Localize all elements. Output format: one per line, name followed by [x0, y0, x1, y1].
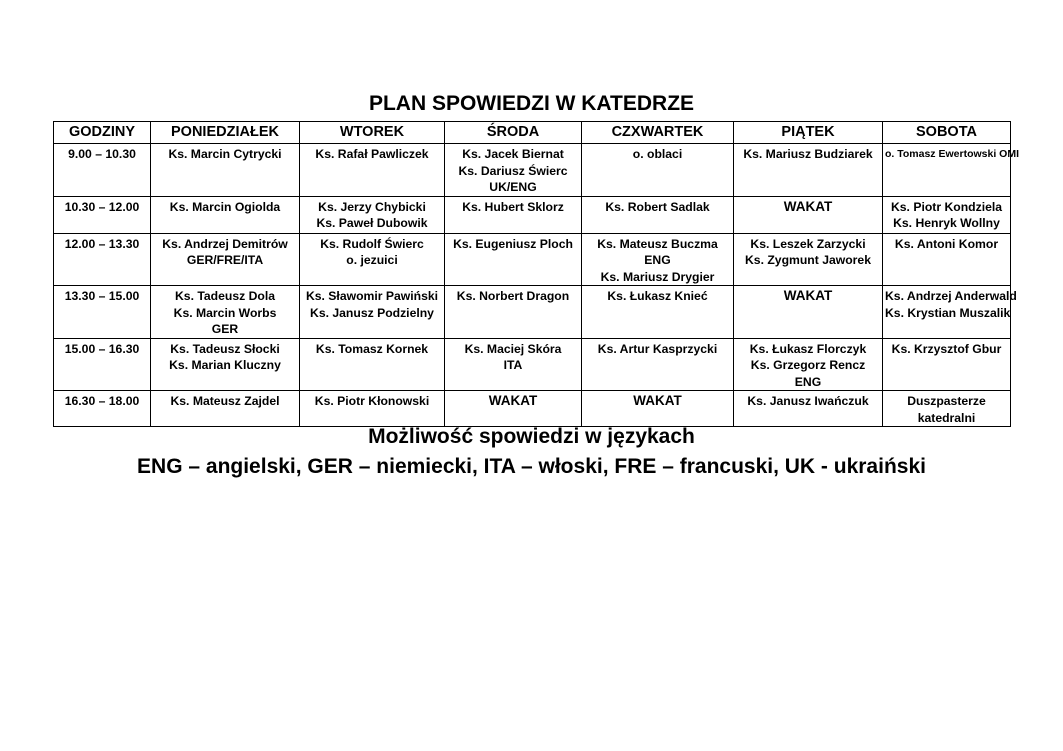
- cell-line: GER/FRE/ITA: [186, 253, 264, 267]
- cell-saturday: [883, 144, 1019, 197]
- cell-line: Ks. Mateusz Zajdel: [170, 394, 280, 408]
- cell-line: Ks. Łukasz Florczyk: [749, 341, 867, 356]
- page-title: PLAN SPOWIEDZI W KATEDRZE: [368, 92, 695, 115]
- cell-line: Ks. Andrzej Demitrów: [162, 236, 288, 251]
- cell-line: Ks. Jerzy Chybicki: [318, 199, 426, 214]
- cell-line: Ks. Tomasz Kornek: [315, 341, 429, 356]
- cell-friday: [734, 196, 883, 233]
- cell-line: Ks. Mateusz Buczma: [597, 236, 718, 251]
- cell-line: Ks. Piotr Kondziela: [890, 199, 1003, 214]
- cell-monday: [151, 286, 300, 339]
- cell-line: Ks. Krzysztof Gbur: [891, 341, 1002, 356]
- header-friday: PIĄTEK: [734, 122, 883, 144]
- schedule-body: [54, 144, 1019, 427]
- languages-heading: Możliwość spowiedzi w językach: [368, 425, 695, 448]
- table-row: [54, 286, 1011, 339]
- cell-line: GER: [211, 322, 239, 336]
- cell-monday: [151, 233, 300, 286]
- cell-monday: [151, 338, 300, 391]
- cell-line: Ks. Paweł Dubowik: [316, 216, 428, 230]
- cell-line: Ks. Rafał Pawliczek: [315, 147, 429, 161]
- cell-line: Ks. Hubert Sklorz: [462, 199, 564, 214]
- cell-line: Ks. Piotr Kłonowski: [314, 394, 430, 408]
- cell-thursday: [582, 233, 734, 286]
- cell-line: Ks. Andrzej Anderwald: [885, 289, 1017, 303]
- header-saturday: SOBOTA: [883, 122, 1011, 144]
- cell-thursday: [582, 391, 734, 427]
- cell-wednesday: [445, 233, 582, 286]
- cell-line: Ks. Marcin Cytrycki: [168, 147, 282, 161]
- cell-tuesday: [300, 338, 445, 391]
- cell-line: Ks. Henryk Wollny: [893, 216, 1000, 230]
- cell-line: Ks. Marcin Ogiolda: [169, 199, 281, 214]
- header-monday: PONIEDZIAŁEK: [151, 122, 300, 144]
- cell-line: Ks. Rudolf Świerc: [320, 236, 424, 251]
- table-row: [54, 233, 1011, 286]
- cell-line: o. oblaci: [632, 147, 683, 161]
- cell-line: o. jezuici: [346, 253, 398, 267]
- cell-line: Ks. Maciej Skóra: [464, 341, 562, 356]
- cell-thursday: [582, 338, 734, 391]
- time-slot: 13.30 – 15.00: [54, 286, 151, 339]
- table-row: [54, 144, 1011, 197]
- cell-line: Ks. Krystian Muszalik: [885, 305, 1011, 320]
- time-slot: 15.00 – 16.30: [54, 338, 151, 391]
- cell-tuesday: [300, 391, 445, 427]
- header-tuesday: WTOREK: [300, 122, 445, 144]
- time-slot: 12.00 – 13.30: [54, 233, 151, 286]
- table-row: [54, 338, 1011, 391]
- cell-line: UK/ENG: [489, 180, 537, 194]
- cell-saturday: [883, 391, 1011, 427]
- cell-friday: [734, 391, 883, 427]
- table-row: [54, 196, 1011, 233]
- time-slot: 16.30 – 18.00: [54, 391, 151, 427]
- cell-line: Ks. Eugeniusz Ploch: [453, 236, 573, 251]
- cell-wednesday: [445, 144, 582, 197]
- cell-line: Ks. Norbert Dragon: [456, 289, 570, 303]
- cell-line: WAKAT: [783, 198, 833, 214]
- cell-friday: [734, 286, 883, 339]
- cell-monday: [151, 391, 300, 427]
- cell-line: Ks. Marian Kluczny: [169, 358, 281, 372]
- cell-line: Ks. Janusz Podzielny: [310, 305, 434, 320]
- cell-tuesday: [300, 286, 445, 339]
- cell-line: Ks. Tadeusz Słocki: [170, 341, 280, 356]
- cell-wednesday: [445, 391, 582, 427]
- cell-saturday: [883, 286, 1017, 339]
- cell-monday: [151, 196, 300, 233]
- cell-line: Duszpasterze: [907, 394, 986, 408]
- cell-wednesday: [445, 286, 582, 339]
- table-row: [54, 391, 1011, 427]
- cell-line: WAKAT: [488, 393, 538, 408]
- cell-line: Ks. Antoni Komor: [894, 236, 999, 251]
- cell-friday: [734, 144, 883, 197]
- cell-line: Ks. Grzegorz Rencz: [750, 358, 866, 372]
- cell-monday: [151, 144, 300, 197]
- cell-line: ITA: [503, 358, 523, 372]
- cell-saturday: [883, 338, 1011, 391]
- cell-line: o. Tomasz Ewertowski OMI: [885, 148, 1019, 160]
- cell-line: Ks. Marcin Worbs: [173, 305, 277, 320]
- cell-line: Ks. Robert Sadlak: [605, 199, 710, 214]
- cell-tuesday: [300, 144, 445, 197]
- cell-thursday: [582, 286, 734, 339]
- cell-thursday: [582, 144, 734, 197]
- cell-saturday: [883, 196, 1011, 233]
- confession-schedule-table: [53, 121, 1019, 427]
- header-hours: GODZINY: [54, 122, 151, 144]
- cell-wednesday: [445, 196, 582, 233]
- cell-line: Ks. Jacek Biernat: [462, 147, 564, 161]
- cell-saturday: [883, 233, 1011, 286]
- cell-line: Ks. Artur Kasprzycki: [597, 341, 718, 356]
- cell-line: Ks. Mariusz Budziarek: [743, 147, 873, 161]
- cell-line: katedralni: [917, 410, 976, 425]
- cell-friday: [734, 338, 883, 391]
- cell-line: ENG: [644, 253, 671, 267]
- cell-line: Ks. Janusz Iwańczuk: [747, 394, 869, 408]
- header-row: [54, 122, 1011, 144]
- cell-line: Ks. Tadeusz Dola: [174, 289, 275, 303]
- cell-thursday: [582, 196, 734, 233]
- languages-legend: ENG – angielski, GER – niemiecki, ITA – włoski, FRE – francuski, UK - ukraiński: [137, 455, 926, 478]
- cell-tuesday: [300, 196, 445, 233]
- cell-line: Ks. Leszek Zarzycki: [750, 236, 866, 251]
- cell-line: ENG: [794, 374, 822, 389]
- cell-line: Ks. Sławomir Pawiński: [305, 289, 439, 303]
- cell-line: WAKAT: [633, 393, 682, 408]
- header-wednesday: ŚRODA: [445, 122, 582, 144]
- cell-line: Ks. Mariusz Drygier: [600, 269, 715, 284]
- cell-line: Ks. Łukasz Knieć: [607, 289, 708, 303]
- time-slot: 10.30 – 12.00: [54, 196, 151, 233]
- cell-line: Ks. Dariusz Świerc: [458, 163, 568, 178]
- cell-line: Ks. Zygmunt Jaworek: [745, 253, 871, 267]
- cell-line: WAKAT: [783, 288, 833, 303]
- cell-friday: [734, 233, 883, 286]
- header-thursday: CZXWARTEK: [582, 122, 734, 144]
- time-slot: 9.00 – 10.30: [54, 144, 151, 197]
- cell-wednesday: [445, 338, 582, 391]
- cell-tuesday: [300, 233, 445, 286]
